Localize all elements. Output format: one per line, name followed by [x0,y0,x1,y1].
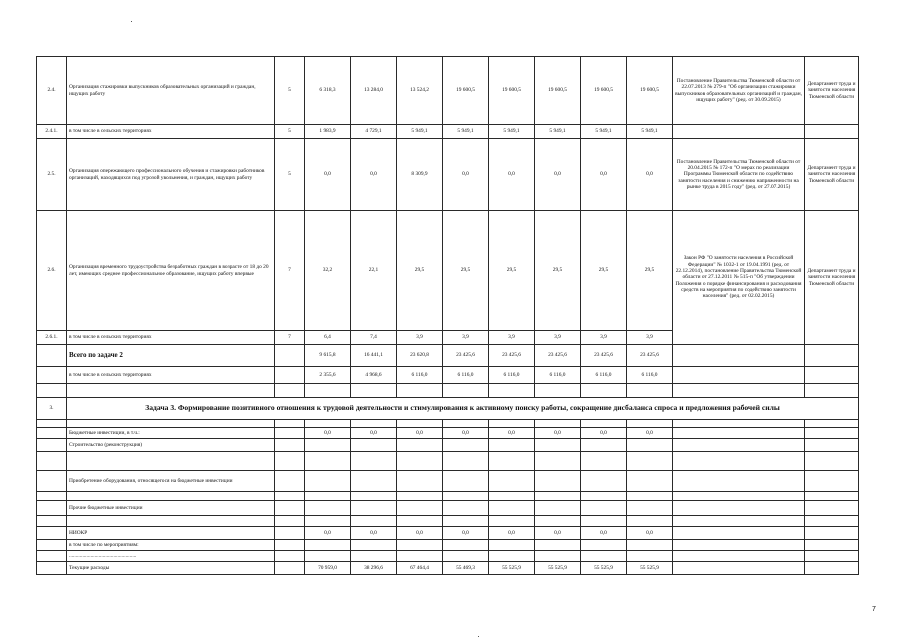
value-cell [581,516,627,527]
budget-row [37,501,859,516]
value-cell: 0,0 [581,428,627,439]
empty-cell [275,562,305,575]
total-label: Всего по задаче 2 [67,345,275,367]
activity-name: в том числе в сельских территориях [67,125,275,139]
empty-cell [805,516,859,527]
task-header-row [37,398,859,420]
empty-cell [37,516,67,527]
empty-cell [37,452,67,471]
value-cell [305,439,351,452]
value-cell [581,439,627,452]
value-cell [535,471,581,492]
budget-row [37,516,859,527]
spacer-row [37,384,859,398]
value-cell: 0,0 [443,139,489,211]
value-cell [443,551,489,562]
value-cell: 23 425,6 [443,345,489,367]
empty-cell [275,471,305,492]
empty-cell [37,345,67,367]
value-cell [581,501,627,516]
value-cell [443,439,489,452]
empty-cell [275,439,305,452]
empty-cell [673,540,805,551]
empty-cell [673,428,805,439]
value-cell [627,452,673,471]
value-cell [489,452,535,471]
value-cell [305,540,351,551]
value-cell: 6 116,0 [443,367,489,384]
value-cell [535,492,581,501]
value-cell [397,471,443,492]
value-cell: 0,0 [489,527,535,540]
budget-row [37,439,859,452]
value-cell: 55 525,9 [535,562,581,575]
value-cell: 0,0 [351,428,397,439]
value-cell [351,551,397,562]
table-row [37,125,859,139]
spacer-row [37,420,859,428]
value-cell [627,540,673,551]
value-cell: 55 525,9 [581,562,627,575]
task-title: Задача 3. Формирование позитивного отношения к трудовой деятельности и стимулирования к активному поиску работы, сокращение дисбаланса спроса и предложения рабочей силы [67,398,859,420]
activity-name: в том числе в сельских территориях [67,331,275,345]
value-cell: 55 525,9 [489,562,535,575]
value-cell: 55 525,9 [627,562,673,575]
empty-cell [673,562,805,575]
value-cell: 0,0 [627,428,673,439]
value-cell: 3,9 [581,331,627,345]
value-cell: 3,9 [535,331,581,345]
value-cell [397,452,443,471]
value-cell [535,540,581,551]
value-cell [443,492,489,501]
value-cell: 5 949,1 [443,125,489,139]
value-cell [535,516,581,527]
value-cell: 29,5 [397,211,443,331]
empty-cell [673,492,805,501]
value-cell [581,540,627,551]
value-cell: 2 355,6 [305,367,351,384]
total-row [37,345,859,367]
value-cell [351,516,397,527]
value-cell [489,516,535,527]
value-cell [443,452,489,471]
budget-row [37,492,859,501]
empty-cell [805,428,859,439]
budget-label [67,516,275,527]
value-cell: 19 600,5 [581,57,627,125]
empty-cell [673,439,805,452]
budget-label [67,452,275,471]
value-cell: 55 469,3 [443,562,489,575]
value-cell [627,551,673,562]
budget-table [36,56,859,575]
table-row [37,139,859,211]
value-cell [397,540,443,551]
empty-cell [805,471,859,492]
value-cell: 70 959,0 [305,562,351,575]
value-cell: 0,0 [443,527,489,540]
value-cell [351,540,397,551]
value-cell: 6 116,0 [581,367,627,384]
value-cell: 5 949,1 [397,125,443,139]
value-cell: 0,0 [351,139,397,211]
budget-row [37,452,859,471]
empty-cell [37,492,67,501]
value-cell: 6 318,3 [305,57,351,125]
empty-cell [37,562,67,575]
value-cell [397,439,443,452]
total-rural-row [37,367,859,384]
row-number: 2.6.1. [37,331,67,345]
value-cell [535,501,581,516]
empty-cell [275,551,305,562]
value-cell: 67 464,4 [397,562,443,575]
row-number: 2.6. [37,211,67,331]
value-cell: 19 600,5 [443,57,489,125]
value-cell: 0,0 [535,428,581,439]
table-row [37,211,859,331]
value-cell: 13 284,0 [351,57,397,125]
value-cell: 38 296,6 [351,562,397,575]
budget-label: Бюджетные инвестиции, в т.ч.: [67,428,275,439]
empty-cell [805,551,859,562]
value-cell: 23 425,6 [581,345,627,367]
row-number: 2.4.1. [37,125,67,139]
empty-cell [805,452,859,471]
value-cell [489,551,535,562]
empty-cell [805,367,859,384]
value-cell: 0,0 [627,139,673,211]
value-cell [489,501,535,516]
budget-section [37,428,859,575]
budget-row [37,428,859,439]
scan-speck [131,21,132,22]
value-cell [351,492,397,501]
value-cell: 5 949,1 [627,125,673,139]
value-cell [397,551,443,562]
value-cell: 0,0 [305,527,351,540]
value-cell: 23 425,6 [489,345,535,367]
value-cell: 0,0 [581,139,627,211]
value-cell [581,551,627,562]
empty-cell [673,345,805,367]
empty-cell [805,540,859,551]
value-cell [627,501,673,516]
empty-cell [275,516,305,527]
table-row [37,57,859,125]
value-cell [443,471,489,492]
value-cell [489,471,535,492]
value-cell: 6 116,0 [535,367,581,384]
value-cell [305,452,351,471]
value-cell: 5 949,1 [581,125,627,139]
empty-cell [37,527,67,540]
value-cell: 23 425,6 [535,345,581,367]
empty-cell [673,452,805,471]
row-code: 5 [275,57,305,125]
value-cell [305,471,351,492]
legal-basis [673,125,805,139]
legal-basis: Постановление Правительства Тюменской области от 20.04.2015 № 172-п "О мерах по реализации Программы Тюменской области по содействию занятости населения и снижению напряженности на рынке труда в 2015 году" (ред. от 27.07.2015) [673,139,805,211]
value-cell: 7,4 [351,331,397,345]
value-cell: 4 729,1 [351,125,397,139]
budget-label: Приобретение оборудования, относящегося на бюджетные инвестиции [67,471,275,492]
value-cell [351,452,397,471]
empty-cell [673,471,805,492]
budget-row [37,471,859,492]
value-cell: 0,0 [397,527,443,540]
empty-cell [805,492,859,501]
value-cell: 32,2 [305,211,351,331]
task-number: 3. [37,398,67,420]
value-cell: 5 949,1 [489,125,535,139]
budget-label [67,492,275,501]
empty-cell [805,562,859,575]
row-code: 5 [275,139,305,211]
value-cell: 29,5 [489,211,535,331]
value-cell [581,492,627,501]
value-cell [581,452,627,471]
value-cell [443,540,489,551]
value-cell [443,501,489,516]
executor: Департамент труда и занятости населения Тюменской области [805,57,859,125]
empty-cell [673,367,805,384]
empty-cell [805,439,859,452]
value-cell: 6 116,0 [627,367,673,384]
value-cell [397,492,443,501]
value-cell: 13 524,2 [397,57,443,125]
empty-cell [37,501,67,516]
value-cell: 19 600,5 [535,57,581,125]
scan-speck [478,636,479,637]
budget-label: НИОКР [67,527,275,540]
legal-basis: Закон РФ "О занятости населения в Российской Федерации" № 1032-1 от 19.04.1991 (ред. от 22.12.2014), постановление Правительства Тюменской области от 27.12.2011 № 515-п "Об утверждении Положения о порядке финансирования и расходования средств на мероприятия по содействию занятости населения" (ред. от 02.02.2015) [673,211,805,345]
value-cell: 0,0 [535,139,581,211]
row-code: 5 [275,125,305,139]
value-cell: 0,0 [581,527,627,540]
value-cell [397,501,443,516]
value-cell: 6 116,0 [489,367,535,384]
empty-cell [275,367,305,384]
value-cell: 0,0 [443,428,489,439]
empty-cell [275,452,305,471]
value-cell [581,471,627,492]
empty-cell [37,428,67,439]
value-cell: 0,0 [489,139,535,211]
value-cell: 4 968,6 [351,367,397,384]
value-cell [489,439,535,452]
empty-cell [805,345,859,367]
value-cell [535,439,581,452]
value-cell [535,452,581,471]
value-cell: 3,9 [397,331,443,345]
executor: Департамент труда и занятости населения Тюменской области [805,211,859,345]
value-cell: 3,9 [627,331,673,345]
budget-label: Прочие бюджетные инвестиции [67,501,275,516]
empty-cell [673,551,805,562]
value-cell: 22,1 [351,211,397,331]
value-cell: 0,0 [305,428,351,439]
value-cell: 0,0 [535,527,581,540]
empty-cell [673,527,805,540]
value-cell: 19 600,5 [627,57,673,125]
empty-cell [37,471,67,492]
value-cell: 0,0 [627,527,673,540]
empty-cell [805,527,859,540]
value-cell: 9 615,8 [305,345,351,367]
value-cell [627,471,673,492]
value-cell [305,501,351,516]
value-cell: 23 620,8 [397,345,443,367]
value-cell [489,540,535,551]
value-cell [305,492,351,501]
value-cell: 6 116,0 [397,367,443,384]
value-cell: 29,5 [627,211,673,331]
empty-cell [275,540,305,551]
value-cell [397,516,443,527]
value-cell [351,501,397,516]
value-cell: 19 600,5 [489,57,535,125]
budget-row [37,562,859,575]
empty-cell [37,551,67,562]
empty-cell [805,501,859,516]
budget-label: .................................................. [67,551,275,562]
value-cell [351,471,397,492]
budget-label: Текущие расходы [67,562,275,575]
empty-cell [275,345,305,367]
empty-cell [275,501,305,516]
value-cell: 3,9 [489,331,535,345]
total-rural-label: в том числе в сельских территориях [67,367,275,384]
activity-name: Организация стажировки выпускников образовательных организаций и граждан, ищущих работу [67,57,275,125]
empty-cell [275,527,305,540]
empty-cell [673,516,805,527]
page-number: 7 [872,606,876,613]
value-cell: 29,5 [443,211,489,331]
value-cell: 29,5 [535,211,581,331]
value-cell: 6,4 [305,331,351,345]
value-cell: 0,0 [489,428,535,439]
value-cell: 23 425,6 [627,345,673,367]
value-cell: 5 949,1 [535,125,581,139]
value-cell: 8 309,9 [397,139,443,211]
value-cell [305,551,351,562]
value-cell [443,516,489,527]
row-code: 7 [275,331,305,345]
budget-row [37,527,859,540]
empty-cell [673,501,805,516]
activity-name: Организация опережающего профессионального обучения и стажировки работников организаций, находящихся под угрозой увольнения, и граждан, ищущих работу [67,139,275,211]
value-cell [535,551,581,562]
legal-basis: Постановление Правительства Тюменской области от 22.07.2013 № 279-п "Об организации стажировки выпускников образовательных организаций и граждан, ищущих работу" (ред. от 30.09.2015) [673,57,805,125]
value-cell [627,516,673,527]
value-cell [627,439,673,452]
budget-label: в том числе по мероприятиям: [67,540,275,551]
row-number: 2.5. [37,139,67,211]
value-cell: 0,0 [305,139,351,211]
empty-cell [275,492,305,501]
value-cell [489,492,535,501]
activity-name: Организация временного трудоустройства безработных граждан в возрасте от 18 до 20 лет, имеющих среднее профессиональное образование, ищущих работу впервые [67,211,275,331]
value-cell: 16 441,1 [351,345,397,367]
value-cell: 1 983,9 [305,125,351,139]
value-cell: 3,9 [443,331,489,345]
value-cell: 29,5 [581,211,627,331]
budget-row [37,551,859,562]
empty-cell [37,367,67,384]
empty-cell [275,428,305,439]
executor: Департамент труда и занятости населения Тюменской области [805,139,859,211]
value-cell [305,516,351,527]
budget-label: Строительство (реконструкция) [67,439,275,452]
executor [805,125,859,139]
value-cell: 0,0 [397,428,443,439]
value-cell: 0,0 [351,527,397,540]
budget-row [37,540,859,551]
empty-cell [37,540,67,551]
empty-cell [37,439,67,452]
row-code: 7 [275,211,305,331]
row-number: 2.4. [37,57,67,125]
value-cell [627,492,673,501]
value-cell [351,439,397,452]
